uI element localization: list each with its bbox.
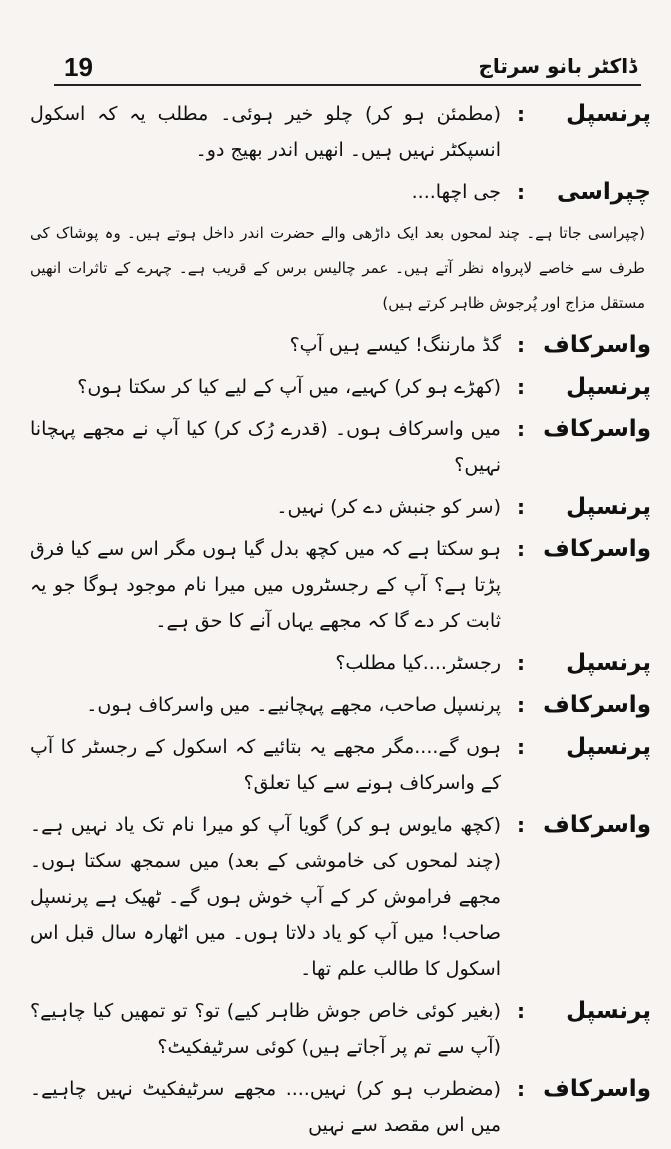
speaker-name: واسرکاف bbox=[543, 416, 651, 442]
dialogue-block bbox=[30, 993, 651, 1065]
dialogue-text: رجسٹر....کیا مطلب؟ bbox=[335, 652, 501, 674]
speaker-colon: : bbox=[517, 537, 525, 561]
dialogue-block bbox=[30, 807, 651, 987]
speaker-colon: : bbox=[517, 180, 525, 204]
page-number: 19 bbox=[64, 52, 93, 82]
play-text bbox=[30, 96, 651, 1149]
dialogue-text: (بغیر کوئی خاص جوش ظاہر کیے) تو؟ تو تمھیں کیا چاہیے؟ (آپ سے تم پر آجاتے ہیں) کوئی سرٹیفکیٹ؟ bbox=[30, 1000, 501, 1058]
dialogue-block bbox=[30, 729, 651, 801]
dialogue-block bbox=[30, 174, 651, 210]
dialogue-text: (مضطرب ہو کر) نہیں.... مجھے سرٹیفکیٹ نہیں چاہیے۔ میں اس مقصد سے نہیں bbox=[30, 1078, 501, 1136]
dialogue-block bbox=[30, 327, 651, 363]
speaker-colon: : bbox=[517, 735, 525, 759]
speaker-name: پرنسپل bbox=[566, 374, 651, 400]
speaker-name: پرنسپل bbox=[566, 650, 651, 676]
speaker-name: پرنسپل bbox=[566, 998, 651, 1024]
speaker-name: واسرکاف bbox=[543, 1076, 651, 1102]
dialogue-text: ہو سکتا ہے کہ میں کچھ بدل گیا ہوں مگر اس سے کیا فرق پڑتا ہے؟ آپ کے رجسٹروں میں میرا نام موجود ہوگا جو یہ ثابت کر دے گا کہ مجھے یہاں آنے کا حق ہے۔ bbox=[30, 538, 501, 632]
dialogue-text: (سر کو جنبش دے کر) نہیں۔ bbox=[276, 496, 501, 518]
speaker-name: پرنسپل bbox=[566, 101, 651, 127]
dialogue-block bbox=[30, 687, 651, 723]
speaker-name: واسرکاف bbox=[543, 692, 651, 718]
header-divider bbox=[54, 84, 641, 86]
speaker-colon: : bbox=[517, 813, 525, 837]
speaker-colon: : bbox=[517, 102, 525, 126]
speaker-colon: : bbox=[517, 333, 525, 357]
speaker-name: واسرکاف bbox=[543, 332, 651, 358]
dialogue-text: (کھڑے ہو کر) کہیے، میں آپ کے لیے کیا کر سکتا ہوں؟ bbox=[77, 376, 501, 398]
speaker-colon: : bbox=[517, 651, 525, 675]
speaker-colon: : bbox=[517, 417, 525, 441]
dialogue-block bbox=[30, 645, 651, 681]
speaker-colon: : bbox=[517, 1077, 525, 1101]
speaker-name: پرنسپل bbox=[566, 734, 651, 760]
speaker-name: پرنسپل bbox=[566, 494, 651, 520]
dialogue-block bbox=[30, 1071, 651, 1143]
dialogue-block bbox=[30, 369, 651, 405]
dialogue-block bbox=[30, 411, 651, 483]
speaker-colon: : bbox=[517, 999, 525, 1023]
dialogue-text: میں واسرکاف ہوں۔ (قدرے رُک کر) کیا آپ نے مجھے پہچانا نہیں؟ bbox=[30, 418, 501, 476]
dialogue-block bbox=[30, 96, 651, 168]
speaker-colon: : bbox=[517, 693, 525, 717]
dialogue-text: (کچھ مایوس ہو کر) گویا آپ کو میرا نام تک یاد نہیں ہے۔ (چند لمحوں کی خاموشی کے بعد) میں سمجھ سکتا ہوں۔ مجھے فراموش کر کے آپ خوش ہوں گے۔ ٹھیک ہے پرنسپل صاحب! میں آپ کو یاد دلاتا ہوں۔ میں اٹھارہ سال قبل اس اسکول کا طالب علم تھا۔ bbox=[30, 814, 501, 980]
dialogue-text: گڈ مارننگ! کیسے ہیں آپ؟ bbox=[289, 334, 501, 356]
stage-direction: (چپراسی جاتا ہے۔ چند لمحوں بعد ایک داڑھی والے حضرت اندر داخل ہوتے ہیں۔ وہ پوشاک کی طرف سے خاصے لاپرواہ نظر آتے ہیں۔ عمر چالیس برس کے قریب ہے۔ چہرے کے تاثرات انھیں مستقل مزاج اور پُرجوش ظاہر کرتے ہیں) bbox=[30, 224, 645, 312]
page-header bbox=[44, 40, 641, 84]
dialogue-text: پرنسپل صاحب، مجھے پہچانیے۔ میں واسرکاف ہوں۔ bbox=[86, 694, 501, 716]
speaker-name: چپراسی bbox=[556, 179, 651, 205]
speaker-colon: : bbox=[517, 495, 525, 519]
dialogue-text: ہوں گے....مگر مجھے یہ بتائیے کہ اسکول کے رجسٹر کا آپ کے واسرکاف ہونے سے کیا تعلق؟ bbox=[30, 736, 501, 794]
author-name: ڈاکٹر بانو سرتاج bbox=[478, 54, 637, 78]
speaker-name: واسرکاف bbox=[543, 536, 651, 562]
dialogue-text: جی اچھا.... bbox=[411, 181, 501, 203]
dialogue-text: (مطمئن ہو کر) چلو خیر ہوئی۔ مطلب یہ کہ اسکول انسپکٹر نہیں ہیں۔ انھیں اندر بھیج دو۔ bbox=[30, 103, 501, 161]
dialogue-block bbox=[30, 531, 651, 639]
speaker-name: واسرکاف bbox=[543, 812, 651, 838]
dialogue-block bbox=[30, 489, 651, 525]
speaker-colon: : bbox=[517, 375, 525, 399]
